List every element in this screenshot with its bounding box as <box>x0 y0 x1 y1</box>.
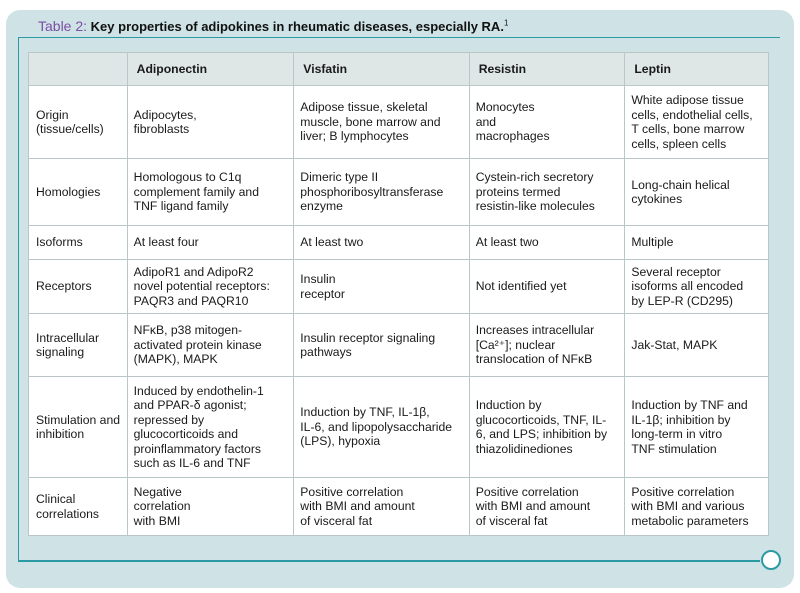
table-row <box>29 260 769 314</box>
column-header: Resistin <box>469 53 625 86</box>
row-label: Clinical correlations <box>29 478 128 536</box>
table-row <box>29 159 769 226</box>
column-header: Leptin <box>625 53 769 86</box>
row-label: Stimulation and inhibition <box>29 377 128 478</box>
table-row <box>29 86 769 159</box>
table-row <box>29 226 769 260</box>
table-caption: Key properties of adipokines in rheumatic diseases, especially RA. <box>90 19 504 34</box>
table-row <box>29 377 769 478</box>
table-cell: Induced by endothelin-1 and PPAR-δ agonist; repressed by glucocorticoids and proinflammatory factors such as IL-6 and TNF <box>127 377 294 478</box>
table-cell: At least four <box>127 226 294 260</box>
frame-line-left <box>18 37 19 561</box>
table-cell: Dimeric type II phosphoribosyltransferase enzyme <box>294 159 469 226</box>
table-cell: Negative correlation with BMI <box>127 478 294 536</box>
row-label: Receptors <box>29 260 128 314</box>
table-cell: Not identified yet <box>469 260 625 314</box>
table-cell: Multiple <box>625 226 769 260</box>
table-cell: Homologous to C1q complement family and TNF ligand family <box>127 159 294 226</box>
table-row <box>29 478 769 536</box>
table-cell: Monocytes and macrophages <box>469 86 625 159</box>
reference-marker: 1 <box>503 18 509 28</box>
corner-ring-icon <box>761 550 781 570</box>
adipokine-table <box>28 52 769 536</box>
table-number: Table 2: <box>38 18 88 34</box>
table-title <box>38 18 508 36</box>
column-header: Adiponectin <box>127 53 294 86</box>
frame-line-top <box>18 37 780 38</box>
row-label: Origin (tissue/cells) <box>29 86 128 159</box>
table-cell: Cystein-rich secretory proteins termed resistin-like molecules <box>469 159 625 226</box>
row-label: Homologies <box>29 159 128 226</box>
table-cell: At least two <box>294 226 469 260</box>
table-cell: Long-chain helical cytokines <box>625 159 769 226</box>
table-cell: NFκB, p38 mitogen- activated protein kinase (MAPK), MAPK <box>127 314 294 377</box>
table-cell: Induction by glucocorticoids, TNF, IL- 6, and LPS; inhibition by thiazolidinediones <box>469 377 625 478</box>
table-cell: Adipose tissue, skeletal muscle, bone marrow and liver; B lymphocytes <box>294 86 469 159</box>
table-cell: Positive correlation with BMI and amount of visceral fat <box>469 478 625 536</box>
column-header: Visfatin <box>294 53 469 86</box>
row-label: Isoforms <box>29 226 128 260</box>
table-cell: Insulin receptor <box>294 260 469 314</box>
table-cell: Insulin receptor signaling pathways <box>294 314 469 377</box>
table-row <box>29 314 769 377</box>
table-cell: AdipoR1 and AdipoR2 novel potential receptors: PAQR3 and PAQR10 <box>127 260 294 314</box>
table-cell: At least two <box>469 226 625 260</box>
table-cell: Induction by TNF and IL-1β; inhibition by long-term in vitro TNF stimulation <box>625 377 769 478</box>
table-cell: Increases intracellular [Ca²⁺]; nuclear translocation of NFκB <box>469 314 625 377</box>
table-cell: Several receptor isoforms all encoded by LEP-R (CD295) <box>625 260 769 314</box>
table-header-row <box>29 53 769 86</box>
table-cell: Positive correlation with BMI and amount of visceral fat <box>294 478 469 536</box>
table-cell: Positive correlation with BMI and various metabolic parameters <box>625 478 769 536</box>
table-cell: Adipocytes, fibroblasts <box>127 86 294 159</box>
table-cell: Jak-Stat, MAPK <box>625 314 769 377</box>
row-label: Intracellular signaling <box>29 314 128 377</box>
frame-line-bottom <box>18 560 760 562</box>
table-cell: White adipose tissue cells, endothelial cells, T cells, bone marrow cells, spleen cells <box>625 86 769 159</box>
table-cell: Induction by TNF, IL-1β, IL-6, and lipopolysaccharide (LPS), hypoxia <box>294 377 469 478</box>
header-corner <box>29 53 128 86</box>
